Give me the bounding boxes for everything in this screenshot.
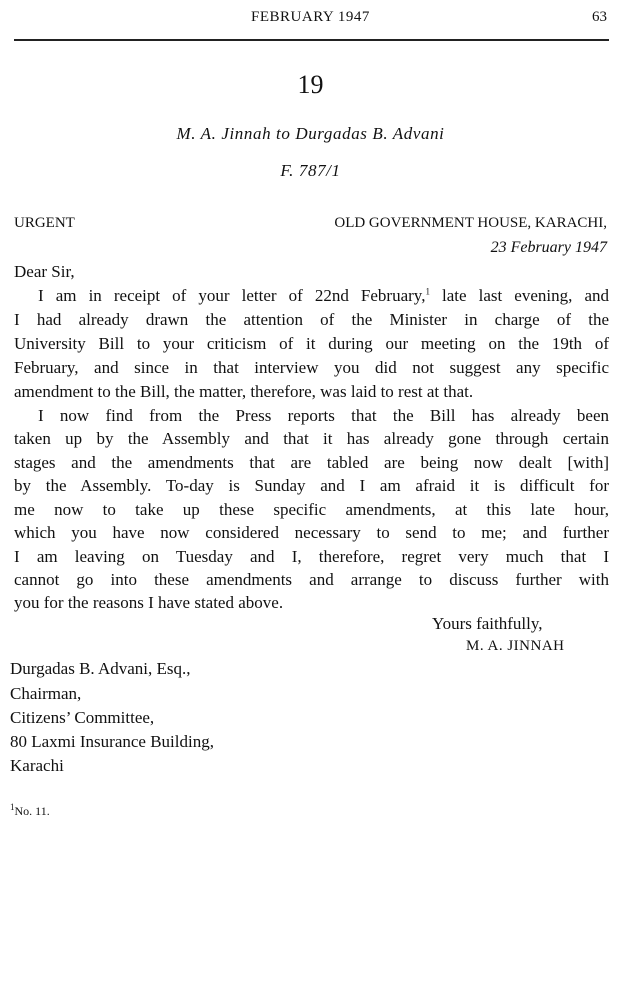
letter-place: OLD GOVERNMENT HOUSE, KARACHI, — [334, 215, 607, 231]
paragraph-1-line: amendment to the Bill, the matter, therefore, was laid to rest at that. — [14, 382, 474, 401]
header-rule — [14, 39, 609, 41]
paragraph-1-line: University Bill to your criticism of it during our meeting on the 19th of — [14, 334, 609, 353]
paragraph-2-line: stages and the amendments that are tabled are being now dealt [with] — [14, 453, 609, 472]
paragraph-2-line: you for the reasons I have stated above. — [14, 593, 284, 612]
addressee-line: Chairman, — [10, 684, 82, 703]
paragraph-1-line: February, and since in that interview you did not suggest any specific — [14, 358, 609, 377]
paragraph-2-line: by the Assembly. To-day is Sunday and I am afraid it is difficult for — [14, 476, 609, 495]
addressee-line: Karachi — [10, 756, 64, 775]
paragraph-2-line: which you have now considered necessary to send to me; and further — [14, 523, 609, 542]
paragraph-2-line: taken up by the Assembly and that it has already gone through certain — [14, 429, 609, 448]
priority-label: URGENT — [14, 215, 75, 231]
addressee-line: Durgadas B. Advani, Esq., — [10, 659, 191, 678]
letter-date: 23 February 1947 — [490, 239, 607, 256]
footnote-text: No. 11. — [14, 804, 50, 818]
page-number: 63 — [592, 9, 607, 25]
paragraph-2-line: me now to take up these specific amendments, at this late hour, — [14, 500, 609, 519]
footnote-marker: 1 — [10, 802, 15, 812]
document-reference: F. 787/1 — [280, 161, 341, 180]
salutation: Dear Sir, — [14, 262, 75, 281]
addressee-line: 80 Laxmi Insurance Building, — [10, 732, 214, 751]
document-title: M. A. Jinnah to Durgadas B. Advani — [176, 124, 445, 143]
signature: M. A. JINNAH — [466, 638, 565, 654]
running-header: FEBRUARY 1947 — [251, 9, 370, 25]
paragraph-2-line: cannot go into these amendments and arrange to discuss further with — [14, 570, 609, 589]
paragraph-1-line: I am in receipt of your letter of 22nd February,$^1$ late last evening, and — [38, 286, 609, 305]
footnote — [10, 804, 50, 819]
document-number: 19 — [297, 70, 324, 99]
paragraph-2-line: I now find from the Press reports that the Bill has already been — [38, 406, 609, 425]
paragraph-1-line: I had already drawn the attention of the Minister in charge of the — [14, 310, 609, 329]
addressee-line: Citizens’ Committee, — [10, 708, 155, 727]
footnote-ref: 1 — [425, 286, 430, 297]
paragraph-2-line: I am leaving on Tuesday and I, therefore, regret very much that I — [14, 547, 609, 566]
complimentary-close: Yours faithfully, — [432, 614, 543, 633]
